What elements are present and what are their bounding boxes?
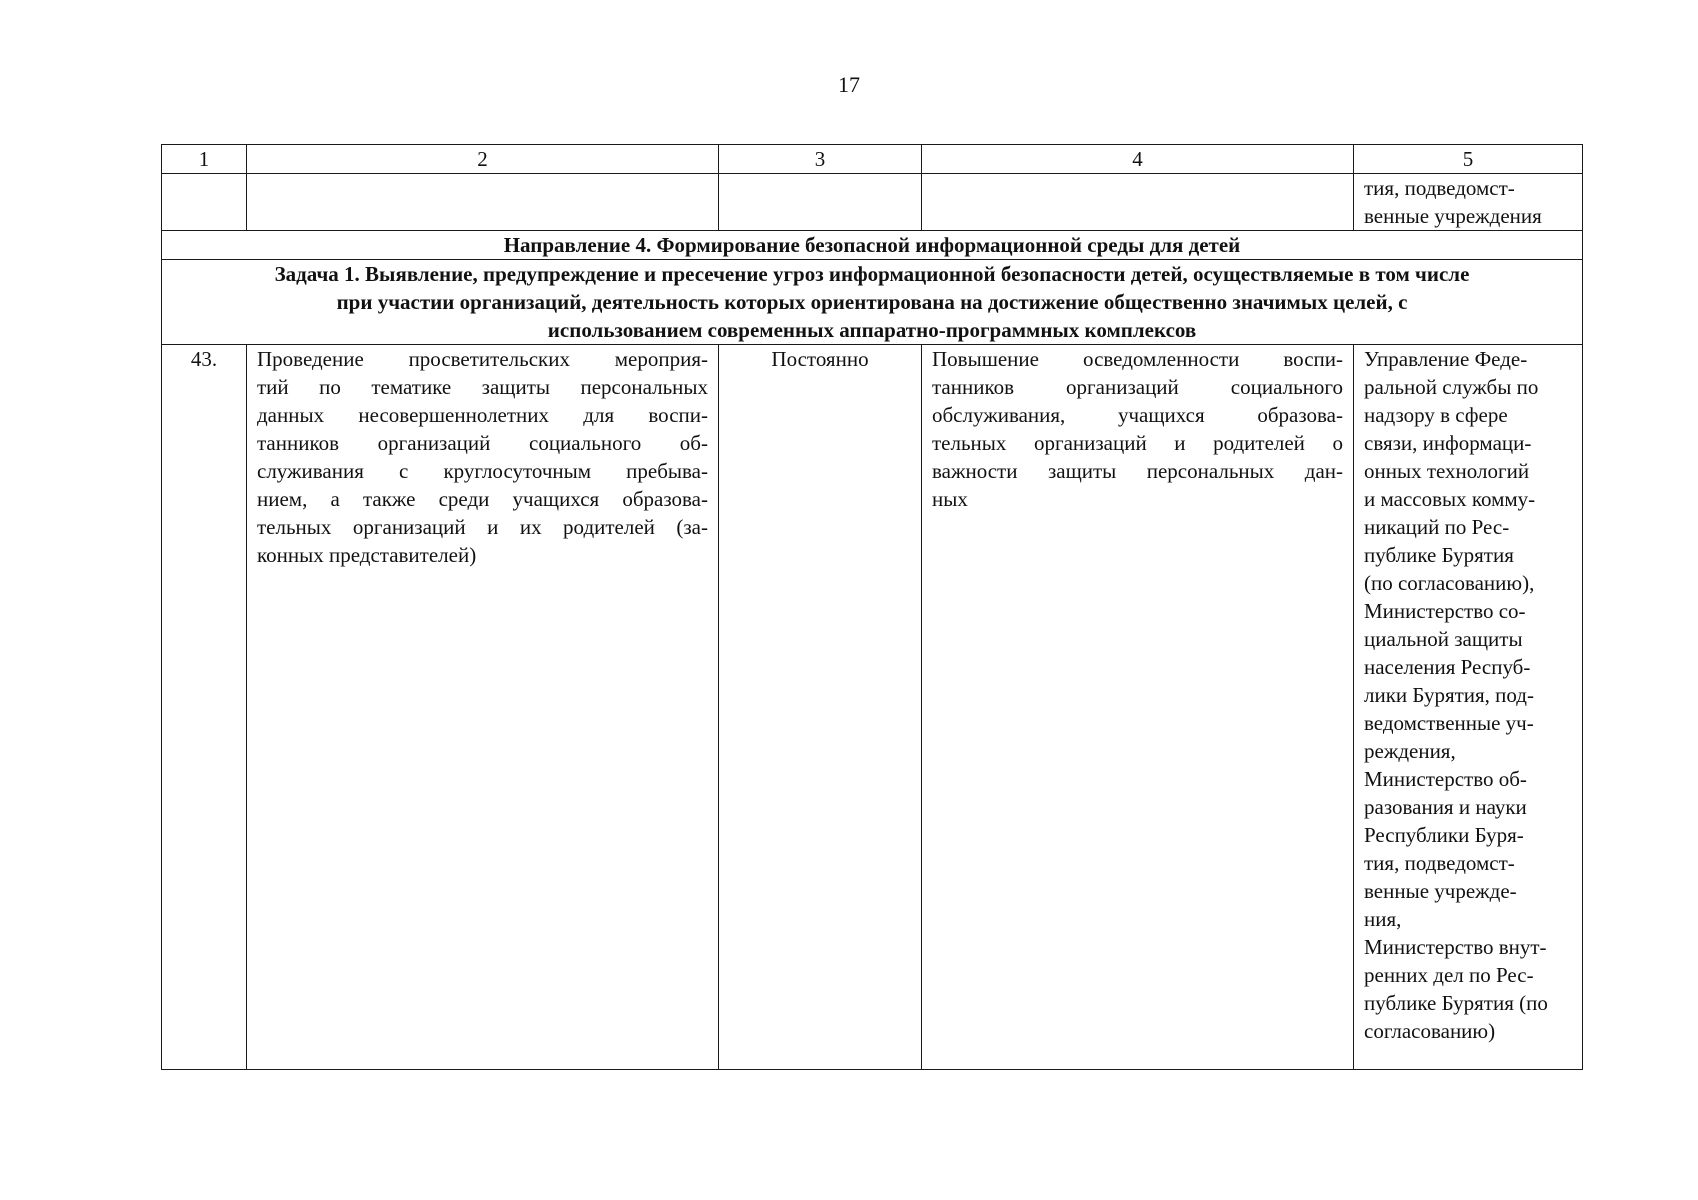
continued-row bbox=[162, 174, 1583, 231]
task-line: использованием современных аппаратно-программных комплексов bbox=[547, 318, 1197, 342]
text-line: Министерство со- bbox=[1364, 599, 1526, 623]
text-line: конных представителей) bbox=[257, 543, 477, 567]
task-line: при участии организаций, деятельность которых ориентирована на достижение общественно значимых целей, с bbox=[336, 290, 1408, 314]
text-line: служивания с круглосуточным пребыва- bbox=[257, 459, 708, 483]
text-line: реждения, bbox=[1364, 739, 1456, 763]
text-line: онных технологий bbox=[1364, 459, 1530, 483]
text-line: танников организаций социального bbox=[932, 375, 1343, 399]
continued-cell-2 bbox=[247, 174, 719, 231]
continued-cell-1 bbox=[162, 174, 247, 231]
direction-row bbox=[162, 231, 1583, 260]
plan-table bbox=[161, 144, 1583, 1070]
responsible-executors bbox=[1354, 345, 1583, 1070]
continued-cell-responsible bbox=[1354, 174, 1583, 231]
text-line: тельных организаций и родителей о bbox=[932, 431, 1343, 455]
text-line: и массовых комму- bbox=[1364, 487, 1536, 511]
text-line: (по согласованию), bbox=[1364, 571, 1535, 595]
direction-title: Направление 4. Формирование безопасной информационной среды для детей bbox=[162, 231, 1583, 260]
column-number-2: 2 bbox=[247, 145, 719, 174]
continued-cell-3 bbox=[719, 174, 922, 231]
task-title bbox=[162, 260, 1583, 345]
column-number-4: 4 bbox=[922, 145, 1354, 174]
execution-term: Постоянно bbox=[719, 345, 922, 1070]
text-line: ведомственные уч- bbox=[1364, 711, 1534, 735]
text-line: тий по тематике защиты персональных bbox=[257, 375, 708, 399]
text-line: тельных организаций и их родителей (за- bbox=[257, 515, 708, 539]
text-line: никаций по Рес- bbox=[1364, 515, 1510, 539]
text-line: венные учрежде- bbox=[1364, 879, 1517, 903]
task-line: Задача 1. Выявление, предупреждение и пресечение угроз информационной безопасности детей, осуществляемые в том числе bbox=[274, 262, 1470, 286]
text-line: разования и науки bbox=[1364, 795, 1527, 819]
text-line: танников организаций социального об- bbox=[257, 431, 708, 455]
text-line: Республики Буря- bbox=[1364, 823, 1524, 847]
column-number-5: 5 bbox=[1354, 145, 1583, 174]
text-line: тия, подведомст- bbox=[1364, 176, 1515, 200]
page-number: 17 bbox=[838, 72, 860, 97]
text-line: обслуживания, учащихся образова- bbox=[932, 403, 1343, 427]
text-line: публике Бурятия bbox=[1364, 543, 1514, 567]
continued-cell-4 bbox=[922, 174, 1354, 231]
text-line: ральной службы по bbox=[1364, 375, 1539, 399]
text-line: Министерство об- bbox=[1364, 767, 1527, 791]
text-line: Проведение просветительских мероприя- bbox=[257, 347, 708, 371]
text-line: тия, подведомст- bbox=[1364, 851, 1515, 875]
text-line: связи, информаци- bbox=[1364, 431, 1532, 455]
text-line: Повышение осведомленности воспи- bbox=[932, 347, 1343, 371]
text-line: Министерство внут- bbox=[1364, 935, 1547, 959]
text-line: ния, bbox=[1364, 907, 1402, 931]
text-line: венные учреждения bbox=[1364, 204, 1542, 228]
event-description bbox=[247, 345, 719, 1070]
text-line: циальной защиты bbox=[1364, 627, 1523, 651]
task-row bbox=[162, 260, 1583, 345]
expected-result bbox=[922, 345, 1354, 1070]
text-line: населения Респуб- bbox=[1364, 655, 1531, 679]
text-line: публике Бурятия (по bbox=[1364, 991, 1548, 1015]
text-line: ных bbox=[932, 487, 968, 511]
text-line: Управление Феде- bbox=[1364, 347, 1528, 371]
column-number-3: 3 bbox=[719, 145, 922, 174]
table-row bbox=[162, 345, 1583, 1070]
text-line: согласованию) bbox=[1364, 1019, 1496, 1043]
text-line: лики Бурятия, под- bbox=[1364, 683, 1534, 707]
column-number-row bbox=[162, 145, 1583, 174]
text-line: данных несовершеннолетних для воспи- bbox=[257, 403, 708, 427]
row-number: 43. bbox=[162, 345, 247, 1070]
column-number-1: 1 bbox=[162, 145, 247, 174]
text-line: нием, а также среди учащихся образова- bbox=[257, 487, 708, 511]
text-line: надзору в сфере bbox=[1364, 403, 1508, 427]
text-line: важности защиты персональных дан- bbox=[932, 459, 1343, 483]
text-line: ренних дел по Рес- bbox=[1364, 963, 1534, 987]
